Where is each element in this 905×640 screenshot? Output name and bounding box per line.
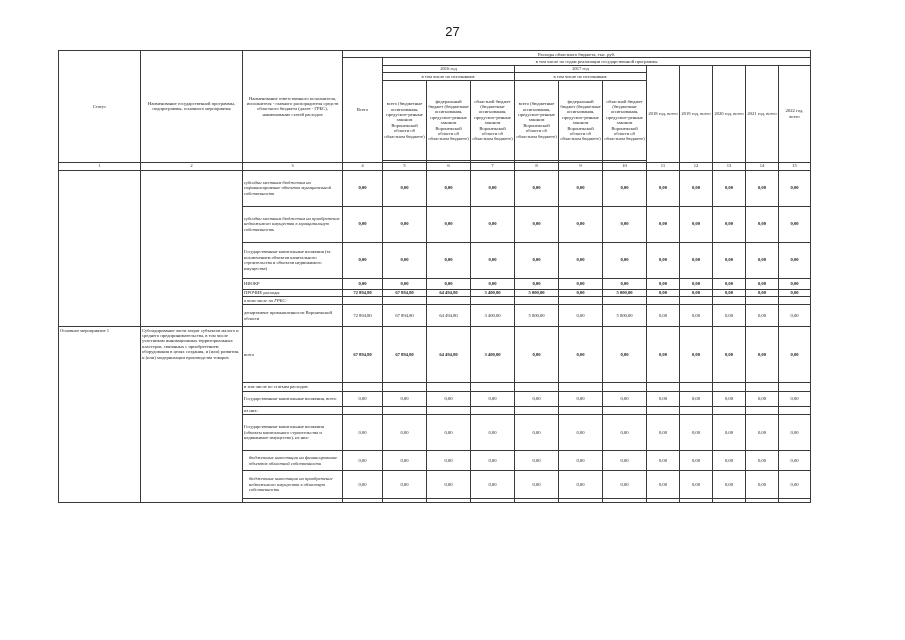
value-cell: 0,00 bbox=[746, 415, 779, 451]
value-cell: 0,00 bbox=[471, 415, 515, 451]
value-cell: 0,00 bbox=[603, 415, 647, 451]
value-cell: 0,00 bbox=[515, 278, 559, 289]
column-index: 6 bbox=[427, 162, 471, 170]
value-cell: 0,00 bbox=[343, 278, 383, 289]
header-year-2017: 2017 год bbox=[515, 65, 647, 72]
value-cell: 0,00 bbox=[471, 242, 515, 278]
value-cell: 0,00 bbox=[559, 242, 603, 278]
column-index: 7 bbox=[471, 162, 515, 170]
value-cell: 0,00 bbox=[343, 471, 383, 499]
value-cell: 0,00 bbox=[647, 278, 680, 289]
value-cell: 0,00 bbox=[603, 278, 647, 289]
header-sources-2017: в том числе по источникам: bbox=[515, 73, 647, 80]
program-cell-empty bbox=[141, 170, 243, 326]
column-index-row bbox=[59, 162, 811, 170]
value-cell: 0,00 bbox=[515, 392, 559, 407]
value-cell: 0,00 bbox=[515, 242, 559, 278]
column-index: 4 bbox=[343, 162, 383, 170]
row-label: всего bbox=[243, 327, 343, 383]
value-cell: 0,00 bbox=[559, 206, 603, 242]
value-cell: 0,00 bbox=[603, 392, 647, 407]
header-all-2016: всего (бюджетные ассигнования, предусмот-ренные законом Воронежской области об областном бюджете) bbox=[383, 80, 427, 160]
header-status: Статус bbox=[59, 51, 141, 163]
value-cell: 0,00 bbox=[680, 392, 713, 407]
value-cell: 0,00 bbox=[713, 289, 746, 296]
value-cell: 67 894,80 bbox=[383, 289, 427, 296]
value-cell: 0,00 bbox=[647, 392, 680, 407]
value-cell: 0,00 bbox=[383, 415, 427, 451]
header-federal-2016: федеральный бюджет (бюджетные ассигнования, предусмот-ренные законом Воронежской области об областном бюджете) bbox=[427, 80, 471, 160]
header-year-2021: 2021 год, всего bbox=[746, 65, 779, 162]
value-cell: 0,00 bbox=[471, 471, 515, 499]
value-cell: 0,00 bbox=[779, 289, 811, 296]
row-label: субсидии местным бюджетам на софинансирование объектов муниципальной собственности bbox=[243, 170, 343, 206]
value-cell: 0,00 bbox=[603, 451, 647, 471]
value-cell: 0,00 bbox=[779, 242, 811, 278]
value-cell: 0,00 bbox=[471, 170, 515, 206]
value-cell: 72 894,80 bbox=[343, 289, 383, 296]
value-cell: 0,00 bbox=[471, 278, 515, 289]
value-cell: 0,00 bbox=[343, 415, 383, 451]
row-label: Государственные капитальные вложения (за исключением объектов капитального строительства и объектов недвижимого имущества) bbox=[243, 242, 343, 278]
value-cell: 0,00 bbox=[383, 392, 427, 407]
value-cell: 0,00 bbox=[713, 170, 746, 206]
value-cell: 0,00 bbox=[383, 242, 427, 278]
value-cell: 0,00 bbox=[559, 471, 603, 499]
value-cell: 5 000,00 bbox=[515, 305, 559, 327]
header-year-2022: 2022 год, всего bbox=[779, 65, 811, 162]
column-index: 15 bbox=[779, 162, 811, 170]
value-cell: 0,00 bbox=[559, 415, 603, 451]
value-cell: 0,00 bbox=[383, 471, 427, 499]
value-cell: 0,00 bbox=[603, 206, 647, 242]
value-cell: 0,00 bbox=[647, 289, 680, 296]
value-cell: 0,00 bbox=[647, 206, 680, 242]
value-cell: 0,00 bbox=[427, 278, 471, 289]
value-cell: 64 494,80 bbox=[427, 305, 471, 327]
value-cell: 67 894,80 bbox=[343, 327, 383, 383]
value-cell: 0,00 bbox=[343, 451, 383, 471]
value-cell: 0,00 bbox=[647, 327, 680, 383]
value-cell: 0,00 bbox=[603, 471, 647, 499]
value-cell: 0,00 bbox=[713, 471, 746, 499]
header-all-2017: всего (бюджетные ассигнования, предусмот-ренные законом Воронежской области об областном бюджете) bbox=[515, 80, 559, 160]
value-cell: 5 000,00 bbox=[515, 289, 559, 296]
value-cell: 0,00 bbox=[427, 451, 471, 471]
value-cell: 0,00 bbox=[647, 170, 680, 206]
value-cell: 0,00 bbox=[515, 170, 559, 206]
value-cell: 0,00 bbox=[713, 305, 746, 327]
value-cell: 5 000,00 bbox=[603, 289, 647, 296]
value-cell: 0,00 bbox=[779, 471, 811, 499]
value-cell: 0,00 bbox=[779, 327, 811, 383]
value-cell: 0,00 bbox=[515, 206, 559, 242]
value-cell: 3 400,00 bbox=[471, 305, 515, 327]
value-cell: 0,00 bbox=[559, 278, 603, 289]
value-cell: 0,00 bbox=[779, 392, 811, 407]
value-cell: 0,00 bbox=[746, 206, 779, 242]
value-cell: 0,00 bbox=[746, 451, 779, 471]
value-cell: 0,00 bbox=[603, 170, 647, 206]
header-sources-2016: в том числе по источникам: bbox=[383, 73, 515, 80]
column-index: 13 bbox=[713, 162, 746, 170]
column-index: 11 bbox=[647, 162, 680, 170]
value-cell: 0,00 bbox=[713, 278, 746, 289]
value-cell: 0,00 bbox=[559, 305, 603, 327]
column-index: 2 bbox=[141, 162, 243, 170]
value-cell: 64 494,80 bbox=[427, 327, 471, 383]
value-cell: 0,00 bbox=[427, 471, 471, 499]
value-cell: 0,00 bbox=[779, 170, 811, 206]
column-index: 5 bbox=[383, 162, 427, 170]
value-cell: 0,00 bbox=[559, 170, 603, 206]
value-cell: 0,00 bbox=[343, 170, 383, 206]
value-cell: 0,00 bbox=[779, 206, 811, 242]
table-row bbox=[59, 170, 811, 206]
value-cell: 0,00 bbox=[647, 451, 680, 471]
value-cell: 0,00 bbox=[647, 242, 680, 278]
header-regional-2016: областной бюджет (бюджетные ассигнования, предусмот-ренные законом Воронежской области об областном бюджете) bbox=[471, 80, 515, 160]
table-row bbox=[59, 327, 811, 383]
value-cell: 0,00 bbox=[383, 206, 427, 242]
value-cell: 0,00 bbox=[713, 327, 746, 383]
column-index: 9 bbox=[559, 162, 603, 170]
value-cell: 3 400,00 bbox=[471, 327, 515, 383]
column-index: 12 bbox=[680, 162, 713, 170]
header-executor: Наименование ответственного исполнителя, исполнителя - главного распорядителя средств областного бюджета (далее - ГРБС), наименование статей расходов bbox=[243, 51, 343, 163]
status-cell-empty bbox=[59, 170, 141, 326]
value-cell: 0,00 bbox=[713, 392, 746, 407]
header-year-2016: 2016 год bbox=[383, 65, 515, 72]
value-cell: 0,00 bbox=[680, 327, 713, 383]
value-cell: 0,00 bbox=[746, 289, 779, 296]
column-index: 3 bbox=[243, 162, 343, 170]
value-cell: 0,00 bbox=[779, 305, 811, 327]
value-cell: 0,00 bbox=[647, 471, 680, 499]
row-label: субсидии местным бюджетам на приобретение недвижимого имущества в муниципальную собственность bbox=[243, 206, 343, 242]
row-label: департамент промышленности Воронежской области bbox=[243, 305, 343, 327]
value-cell: 0,00 bbox=[713, 206, 746, 242]
value-cell: 0,00 bbox=[603, 327, 647, 383]
value-cell: 0,00 bbox=[427, 392, 471, 407]
header-year-2020: 2020 год, всего bbox=[713, 65, 746, 162]
value-cell: 0,00 bbox=[779, 278, 811, 289]
value-cell: 0,00 bbox=[779, 415, 811, 451]
row-label: бюджетные инвестиции на приобретение недвижимого имущества в областную собственность bbox=[243, 471, 343, 499]
value-cell: 0,00 bbox=[680, 305, 713, 327]
value-cell: 0,00 bbox=[680, 451, 713, 471]
value-cell: 0,00 bbox=[471, 206, 515, 242]
page-number: 27 bbox=[445, 24, 460, 39]
value-cell: 3 400,00 bbox=[471, 289, 515, 296]
value-cell: 0,00 bbox=[779, 451, 811, 471]
value-cell: 0,00 bbox=[680, 242, 713, 278]
value-cell: 0,00 bbox=[713, 242, 746, 278]
header-year-2018: 2018 год, всего bbox=[647, 65, 680, 162]
value-cell: 0,00 bbox=[343, 392, 383, 407]
value-cell: 67 894,80 bbox=[383, 327, 427, 383]
value-cell: 0,00 bbox=[713, 451, 746, 471]
row-label: Государственные капитальные вложения (объекты капитального строительства и недвижимое имущество), из них: bbox=[243, 415, 343, 451]
row-label: из них: bbox=[243, 407, 343, 415]
value-cell: 0,00 bbox=[559, 451, 603, 471]
value-cell: 0,00 bbox=[343, 242, 383, 278]
value-cell: 0,00 bbox=[427, 206, 471, 242]
row-label: Государственные капитальные вложения, всего bbox=[243, 392, 343, 407]
value-cell: 0,00 bbox=[515, 471, 559, 499]
value-cell: 0,00 bbox=[343, 206, 383, 242]
value-cell: 0,00 bbox=[680, 289, 713, 296]
value-cell: 0,00 bbox=[647, 305, 680, 327]
value-cell: 0,00 bbox=[746, 278, 779, 289]
row-label: бюджетные инвестиции на финансирование объектов областной собственности bbox=[243, 451, 343, 471]
program-main-activity: Субсидирование части затрат субъектов малого и среднего предпринимательства, в том числе участникам инновационных территориальных кластеров, связанных с приобретением оборудования в целях создания, и (или) развития, и (или) модернизации производства товаров bbox=[141, 327, 243, 503]
header-expenses: Расходы областного бюджета, тыс. руб. bbox=[343, 51, 811, 58]
value-cell: 0,00 bbox=[427, 415, 471, 451]
value-cell: 0,00 bbox=[559, 289, 603, 296]
column-index: 1 bbox=[59, 162, 141, 170]
value-cell: 0,00 bbox=[746, 242, 779, 278]
status-main-activity: Основное мероприятие 1 bbox=[59, 327, 141, 503]
value-cell: 0,00 bbox=[427, 242, 471, 278]
value-cell: 0,00 bbox=[383, 278, 427, 289]
header-program: Наименование государственной программы, подпрограммы, основного мероприятия bbox=[141, 51, 243, 163]
value-cell: 0,00 bbox=[515, 451, 559, 471]
value-cell: 0,00 bbox=[680, 170, 713, 206]
value-cell: 0,00 bbox=[603, 242, 647, 278]
row-label: в том числе по статьям расходов: bbox=[243, 383, 343, 392]
value-cell: 0,00 bbox=[746, 170, 779, 206]
column-index: 8 bbox=[515, 162, 559, 170]
value-cell: 0,00 bbox=[746, 327, 779, 383]
value-cell: 0,00 bbox=[713, 415, 746, 451]
value-cell: 64 494,80 bbox=[427, 289, 471, 296]
value-cell: 0,00 bbox=[559, 392, 603, 407]
header-federal-2017: федеральный бюджет (бюджетные ассигнования, предусмот-ренные законом Воронежской области об областном бюджете) bbox=[559, 80, 603, 160]
value-cell: 0,00 bbox=[647, 415, 680, 451]
value-cell: 0,00 bbox=[746, 471, 779, 499]
column-index: 14 bbox=[746, 162, 779, 170]
value-cell: 5 000,00 bbox=[603, 305, 647, 327]
value-cell: 0,00 bbox=[680, 206, 713, 242]
value-cell: 0,00 bbox=[471, 451, 515, 471]
column-index: 10 bbox=[603, 162, 647, 170]
row-label: НИОКР bbox=[243, 278, 343, 289]
value-cell: 0,00 bbox=[383, 451, 427, 471]
header-year-2019: 2019 год, всего bbox=[680, 65, 713, 162]
row-label: ПРОЧИЕ расходы bbox=[243, 289, 343, 296]
value-cell: 0,00 bbox=[680, 278, 713, 289]
value-cell: 0,00 bbox=[680, 415, 713, 451]
value-cell: 67 894,80 bbox=[383, 305, 427, 327]
value-cell: 0,00 bbox=[746, 305, 779, 327]
budget-table bbox=[58, 50, 811, 503]
value-cell: 0,00 bbox=[680, 471, 713, 499]
header-regional-2017: областной бюджет (бюджетные ассигнования, предусмот-ренные законом Воронежской области об областном бюджете) bbox=[603, 80, 647, 160]
value-cell: 0,00 bbox=[515, 327, 559, 383]
header-total: Всего bbox=[343, 58, 383, 162]
header-by-years: в том числе по годам реализации государственной программы bbox=[383, 58, 811, 65]
value-cell: 0,00 bbox=[471, 392, 515, 407]
value-cell: 0,00 bbox=[559, 327, 603, 383]
value-cell: 0,00 bbox=[427, 170, 471, 206]
value-cell: 0,00 bbox=[515, 415, 559, 451]
value-cell: 0,00 bbox=[746, 392, 779, 407]
value-cell: 0,00 bbox=[383, 170, 427, 206]
row-label: в том числе по ГРБС: bbox=[243, 297, 343, 305]
value-cell: 72 894,80 bbox=[343, 305, 383, 327]
